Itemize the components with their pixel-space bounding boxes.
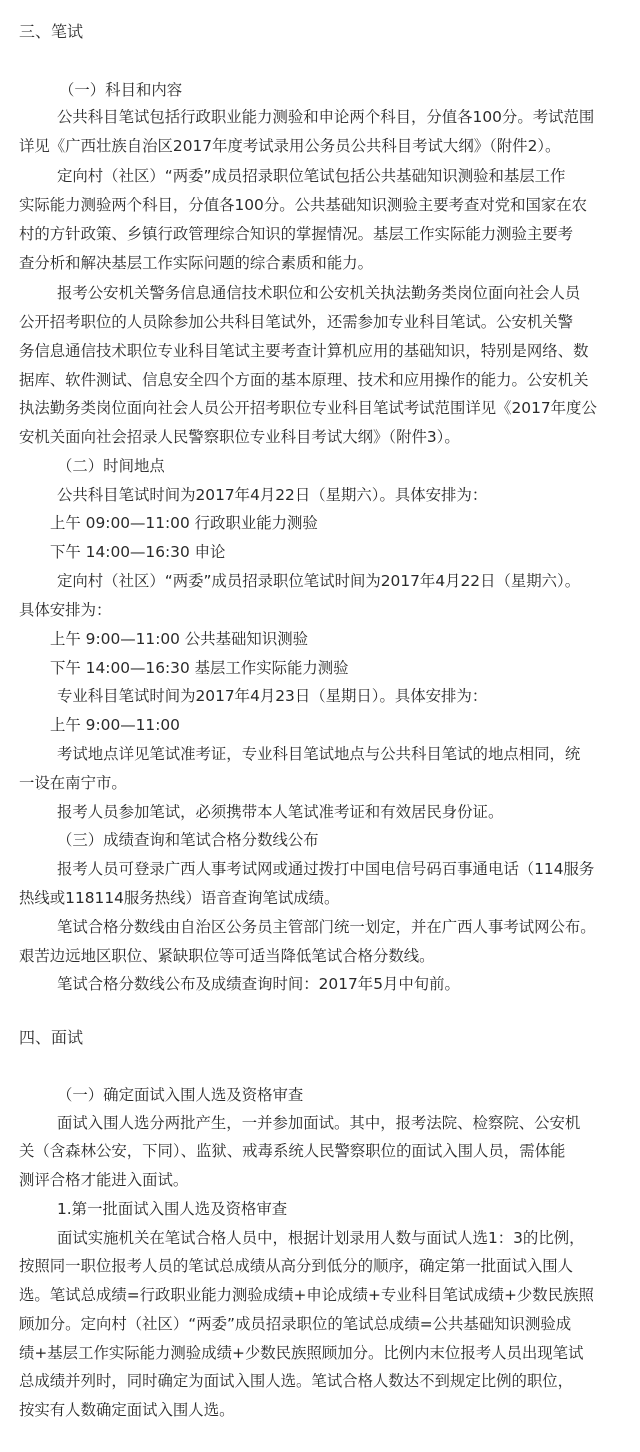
paragraph-line: 艰苦边远地区职位、紧缺职位等可适当降低笔试合格分数线。 (19, 947, 435, 965)
paragraph-line: 报考人员参加笔试，必须携带本人笔试准考证和有效居民身份证。 (57, 803, 504, 821)
paragraph-line: 面试实施机关在笔试合格人员中，根据计划录用人数与面试人选1：3的比例， (57, 1229, 585, 1247)
paragraph-line: 具体安排为： (19, 601, 112, 619)
paragraph-line: 执法勤务类岗位面向社会人员公开招考职位专业科目笔试考试范围详见《2017年度公 (19, 399, 597, 417)
paragraph-line: 公开招考职位的人员除参加公共科目笔试外，还需参加专业科目笔试。公安机关警 (19, 313, 574, 331)
paragraph-line: 总成绩并列时，同时确定为面试入围人选。笔试合格人数达不到规定比例的职位， (19, 1372, 574, 1390)
paragraph-line: 笔试合格分数线由自治区公务员主管部门统一划定，并在广西人事考试网公布。 (57, 918, 596, 936)
schedule-line: 上午 09:00—11:00 行政职业能力测验 (50, 514, 318, 532)
paragraph-line: 查分析和解决基层工作实际问题的综合素质和能力。 (19, 254, 373, 272)
paragraph-line: 关（含森林公安，下同）、监狱、戒毒系统人民警察职位的面试入围人员，需体能 (19, 1142, 566, 1160)
paragraph-line: 绩+基层工作实际能力测验成绩+少数民族照顾加分。比例内末位报考人员出现笔试 (19, 1344, 584, 1362)
section-heading-interview: 四、面试 (19, 1028, 84, 1047)
paragraph-line: 实际能力测验两个科目，分值各100分。公共基础知识测验主要考查对党和国家在农 (19, 196, 588, 214)
subsection-heading-results: （三）成绩查询和笔试合格分数线公布 (57, 831, 319, 849)
numbered-heading-first-batch: 1.第一批面试入围人选及资格审查 (57, 1200, 288, 1218)
paragraph-line: 面试入围人选分两批产生，一并参加面试。其中，报考法院、检察院、公安机 (57, 1114, 581, 1132)
paragraph-line: 村的方针政策、乡镇行政管理综合知识的掌握情况。基层工作实际能力测验主要考 (19, 225, 574, 243)
paragraph-line: 一设在南宁市。 (19, 774, 127, 792)
schedule-line: 上午 9:00—11:00 公共基础知识测验 (50, 630, 308, 648)
paragraph-line: 专业科目笔试时间为2017年4月23日（星期日）。具体安排为： (57, 687, 488, 705)
schedule-line: 下午 14:00—16:30 申论 (50, 543, 226, 561)
paragraph-line: 测评合格才能进入面试。 (19, 1171, 189, 1189)
schedule-line: 上午 9:00—11:00 (50, 716, 180, 734)
paragraph-line: 按实有人数确定面试入围人选。 (19, 1401, 235, 1419)
section-heading-written-exam: 三、笔试 (19, 22, 84, 41)
paragraph-line: 定向村（社区）“两委”成员招录职位笔试时间为2017年4月22日（星期六）。 (57, 572, 581, 590)
subsection-heading-interview-selection: （一）确定面试入围人选及资格审查 (57, 1086, 304, 1104)
paragraph-line: 务信息通信技术职位专业科目笔试主要考查计算机应用的基础知识，特别是网络、数 (19, 342, 589, 360)
paragraph-line: 公共科目笔试包括行政职业能力测验和申论两个科目，分值各100分。考试范围 (57, 108, 595, 126)
paragraph-line: 热线或118114服务热线）语音查询笔试成绩。 (19, 889, 340, 907)
paragraph-line: 报考公安机关警务信息通信技术职位和公安机关执法勤务类岗位面向社会人员 (57, 284, 581, 302)
paragraph-line: 顾加分。定向村（社区）“两委”成员招录职位的笔试总成绩=公共基础知识测验成 (19, 1315, 572, 1333)
paragraph-line: 定向村（社区）“两委”成员招录职位笔试包括公共基础知识测验和基层工作 (57, 167, 566, 185)
paragraph-line: 据库、软件测试、信息安全四个方面的基本原理、技术和应用操作的能力。公安机关 (19, 371, 589, 389)
subsection-heading-time-place: （二）时间地点 (57, 457, 165, 475)
paragraph-line: 按照同一职位报考人员的笔试总成绩从高分到低分的顺序，确定第一批面试入围人 (19, 1257, 574, 1275)
paragraph-line: 考试地点详见笔试准考证，专业科目笔试地点与公共科目笔试的地点相同，统 (57, 745, 581, 763)
schedule-line: 下午 14:00—16:30 基层工作实际能力测验 (50, 659, 349, 677)
paragraph-line: 安机关面向社会招录人民警察职位专业科目考试大纲》（附件3）。 (19, 428, 460, 446)
paragraph-line: 详见《广西壮族自治区2017年度考试录用公务员公共科目考试大纲》（附件2）。 (19, 137, 561, 155)
subsection-heading-subjects: （一）科目和内容 (59, 81, 183, 99)
paragraph-line: 笔试合格分数线公布及成绩查询时间：2017年5月中旬前。 (57, 975, 460, 993)
paragraph-line: 选。笔试总成绩=行政职业能力测验成绩+申论成绩+专业科目笔试成绩+少数民族照 (19, 1286, 594, 1304)
paragraph-line: 报考人员可登录广西人事考试网或通过拨打中国电信号码百事通电话（114服务 (57, 860, 595, 878)
paragraph-line: 公共科目笔试时间为2017年4月22日（星期六）。具体安排为： (57, 486, 488, 504)
